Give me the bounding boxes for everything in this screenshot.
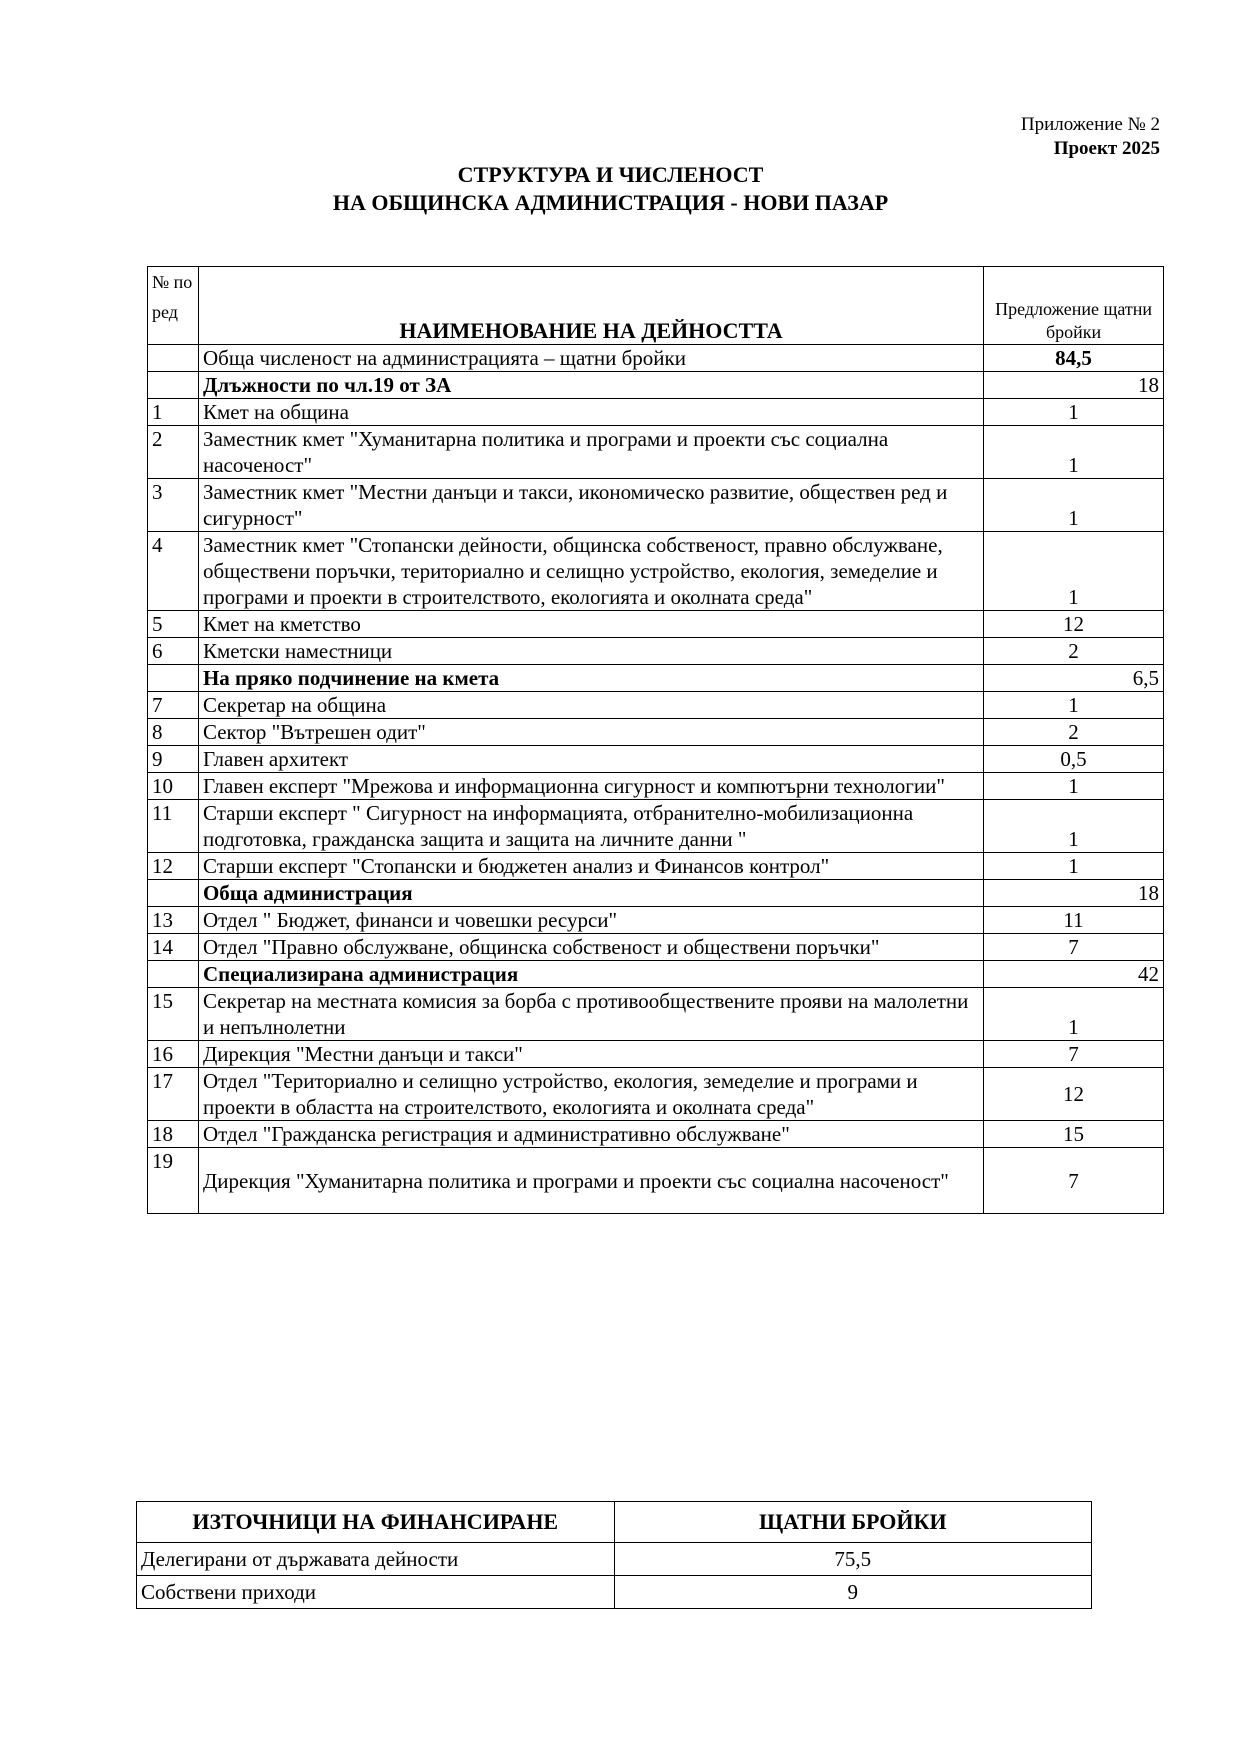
table-row xyxy=(148,719,1164,746)
table-row xyxy=(148,773,1164,800)
row-activity: Отдел "Гражданска регистрация и административно обслужване" xyxy=(198,1121,983,1148)
table-row xyxy=(148,1041,1164,1068)
group-row xyxy=(148,961,1164,988)
row-activity: Кмет на кметство xyxy=(198,611,983,638)
row-number: 13 xyxy=(148,907,199,934)
table-row xyxy=(148,746,1164,773)
table-row xyxy=(148,800,1164,853)
structure-table xyxy=(147,266,1164,1214)
total-num-cell xyxy=(148,345,199,372)
row-activity: Сектор "Вътрешен одит" xyxy=(198,719,983,746)
row-activity: Старши експерт "Стопански и бюджетен анализ и Финансов контрол" xyxy=(198,853,983,880)
group-num-cell xyxy=(148,372,199,399)
group-row xyxy=(148,665,1164,692)
total-label: Обща численост на администрацията – щатни бройки xyxy=(198,345,983,372)
document-title-line2: НА ОБЩИНСКА АДМИНИСТРАЦИЯ - НОВИ ПАЗАР xyxy=(332,190,889,215)
row-activity: Отдел " Бюджет, финанси и човешки ресурси" xyxy=(198,907,983,934)
row-value: 2 xyxy=(984,719,1164,746)
row-value: 1 xyxy=(984,853,1164,880)
row-activity: Старши експерт " Сигурност на информацията, отбранително-мобилизационна подготовка, гражданска защита и защита на личните данни " xyxy=(198,800,983,853)
funding-header-row xyxy=(137,1502,1092,1543)
funding-row xyxy=(137,1543,1092,1576)
row-activity: Кметски наместници xyxy=(198,638,983,665)
row-number: 15 xyxy=(148,988,199,1041)
row-value: 2 xyxy=(984,638,1164,665)
row-activity: Отдел "Териториално и селищно устройство, екология, земеделие и програми и проекти в областта на строителството, екологията и околната среда" xyxy=(198,1068,983,1121)
row-value: 12 xyxy=(984,1068,1164,1121)
col-header-activity: НАИМЕНОВАНИЕ НА ДЕЙНОСТТА xyxy=(198,267,983,345)
row-number: 6 xyxy=(148,638,199,665)
row-number: 19 xyxy=(148,1148,199,1214)
row-value: 1 xyxy=(984,426,1164,479)
row-number: 18 xyxy=(148,1121,199,1148)
row-value: 7 xyxy=(984,934,1164,961)
row-value: 1 xyxy=(984,399,1164,426)
col-header-proposal: Предложение щатни бройки xyxy=(984,267,1164,345)
table-row xyxy=(148,1148,1164,1214)
group-num-cell xyxy=(148,961,199,988)
col-header-source: ИЗТОЧНИЦИ НА ФИНАНСИРАНЕ xyxy=(137,1502,615,1543)
funding-source: Делегирани от държавата дейности xyxy=(137,1543,615,1576)
table-header-row xyxy=(148,267,1164,345)
total-value: 84,5 xyxy=(984,345,1164,372)
row-number: 17 xyxy=(148,1068,199,1121)
group-num-cell xyxy=(148,880,199,907)
row-number: 1 xyxy=(148,399,199,426)
row-activity: Дирекция "Местни данъци и такси" xyxy=(198,1041,983,1068)
row-activity: Заместник кмет "Стопански дейности, общинска собственост, правно обслужване, обществени поръчки, териториално и селищно устройство, екология, земеделие и програми и проекти в строителството, екологията и околната среда" xyxy=(198,532,983,611)
row-activity: Секретар на община xyxy=(198,692,983,719)
row-value: 1 xyxy=(984,773,1164,800)
row-number: 14 xyxy=(148,934,199,961)
group-value: 18 xyxy=(984,880,1164,907)
table-row xyxy=(148,479,1164,532)
table-row xyxy=(148,426,1164,479)
row-activity: Дирекция "Хуманитарна политика и програми и проекти със социална насоченост" xyxy=(198,1148,983,1214)
row-value: 1 xyxy=(984,988,1164,1041)
table-row xyxy=(148,1121,1164,1148)
row-number: 4 xyxy=(148,532,199,611)
group-value: 42 xyxy=(984,961,1164,988)
row-value: 1 xyxy=(984,800,1164,853)
funding-source: Собствени приходи xyxy=(137,1576,615,1609)
funding-row xyxy=(137,1576,1092,1609)
row-number: 2 xyxy=(148,426,199,479)
row-value: 1 xyxy=(984,479,1164,532)
group-row xyxy=(148,372,1164,399)
row-number: 3 xyxy=(148,479,199,532)
table-row xyxy=(148,907,1164,934)
group-title: Обща администрация xyxy=(198,880,983,907)
row-number: 7 xyxy=(148,692,199,719)
row-value: 7 xyxy=(984,1041,1164,1068)
row-value: 0,5 xyxy=(984,746,1164,773)
funding-table xyxy=(136,1501,1092,1609)
row-number: 10 xyxy=(148,773,199,800)
row-activity: Главен експерт "Мрежова и информационна сигурност и компютърни технологии" xyxy=(198,773,983,800)
funding-count: 9 xyxy=(614,1576,1091,1609)
project-label: Проект 2025 xyxy=(1053,138,1160,159)
row-value: 11 xyxy=(984,907,1164,934)
group-title: Длъжности по чл.19 от ЗА xyxy=(198,372,983,399)
total-row xyxy=(148,345,1164,372)
row-number: 9 xyxy=(148,746,199,773)
table-row xyxy=(148,611,1164,638)
row-value: 1 xyxy=(984,532,1164,611)
row-activity: Секретар на местната комисия за борба с противообществените прояви на малолетни и непълнолетни xyxy=(198,988,983,1041)
row-number: 12 xyxy=(148,853,199,880)
table-row xyxy=(148,1068,1164,1121)
funding-count: 75,5 xyxy=(614,1543,1091,1576)
row-value: 7 xyxy=(984,1148,1164,1214)
row-activity: Заместник кмет "Местни данъци и такси, икономическо развитие, обществен ред и сигурност" xyxy=(198,479,983,532)
table-row xyxy=(148,532,1164,611)
row-activity: Главен архитект xyxy=(198,746,983,773)
table-row xyxy=(148,853,1164,880)
row-activity: Отдел "Правно обслужване, общинска собственост и обществени поръчки" xyxy=(198,934,983,961)
document-title-line1: СТРУКТУРА И ЧИСЛЕНОСТ xyxy=(457,162,764,187)
table-row xyxy=(148,934,1164,961)
table-row xyxy=(148,638,1164,665)
group-value: 18 xyxy=(984,372,1164,399)
row-number: 16 xyxy=(148,1041,199,1068)
row-number: 5 xyxy=(148,611,199,638)
row-value: 12 xyxy=(984,611,1164,638)
table-row xyxy=(148,692,1164,719)
row-activity: Кмет на община xyxy=(198,399,983,426)
group-title: На пряко подчинение на кмета xyxy=(198,665,983,692)
row-value: 15 xyxy=(984,1121,1164,1148)
row-value: 1 xyxy=(984,692,1164,719)
table-row xyxy=(148,399,1164,426)
group-num-cell xyxy=(148,665,199,692)
col-header-count: ЩАТНИ БРОЙКИ xyxy=(614,1502,1091,1543)
group-value: 6,5 xyxy=(984,665,1164,692)
group-row xyxy=(148,880,1164,907)
col-header-number: № по ред xyxy=(148,267,199,345)
row-number: 11 xyxy=(148,800,199,853)
table-row xyxy=(148,988,1164,1041)
group-title: Специализирана администрация xyxy=(198,961,983,988)
row-activity: Заместник кмет "Хуманитарна политика и програми и проекти със социална насоченост" xyxy=(198,426,983,479)
row-number: 8 xyxy=(148,719,199,746)
appendix-label: Приложение № 2 xyxy=(1020,114,1160,135)
